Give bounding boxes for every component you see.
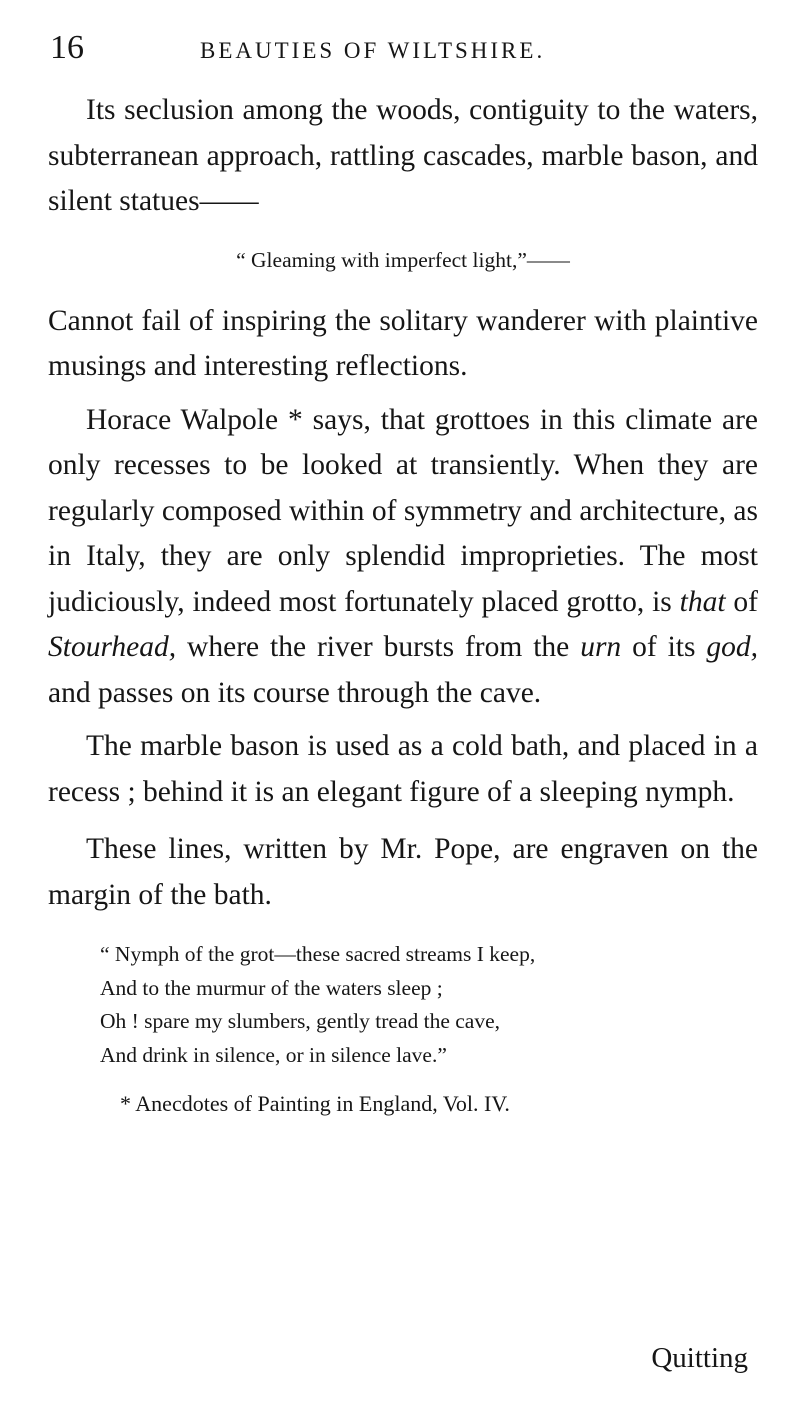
italic-that: that: [679, 585, 726, 618]
walpole-text-1: Horace Walpole * says, that grottoes in this climate are only recesses to be looked at transiently. When they are regularly composed within of symmetry and architecture, as in Italy, they are only splendid improprieties. The most judiciously, indeed most fortunately placed grotto, is: [48, 403, 758, 618]
verse-line: “ Nymph of the grot—these sacred streams I keep,: [100, 942, 536, 966]
paragraph-marble-bason: The marble bason is used as a cold bath, and placed in a recess ; behind it is an elegant figure of a sleeping nymph.: [48, 730, 758, 808]
italic-urn: urn: [580, 631, 622, 663]
italic-god: god,: [706, 631, 759, 663]
paragraph-walpole: [48, 398, 758, 717]
page-number: 16: [50, 29, 84, 66]
page-body: [48, 88, 758, 1120]
walpole-text-4: and passes on its course through the cave.: [48, 676, 542, 709]
running-title: BEAUTIES OF WILTSHIRE.: [200, 38, 546, 63]
paragraph-pope-lines: These lines, written by Mr. Pope, are engraven on the margin of the bath.: [48, 833, 758, 911]
verse-line: And drink in silence, or in silence lave.”: [100, 1042, 447, 1067]
verse-line: Oh ! spare my slumbers, gently tread the cave,: [100, 1009, 501, 1033]
walpole-text-of: of: [725, 585, 758, 618]
verse-block: [100, 938, 758, 1072]
quoted-line: “ Gleaming with imperfect light,”——: [236, 247, 570, 272]
walpole-text-3: of its: [621, 631, 707, 663]
paragraph-inspiring: Cannot fail of inspiring the solitary wanderer with plaintive musings and interesting reflections.: [48, 304, 758, 382]
italic-stourhead: Stourhead,: [48, 631, 177, 663]
footnote: * Anecdotes of Painting in England, Vol. IV.: [120, 1091, 510, 1116]
running-head: [50, 26, 760, 76]
walpole-text-2: where the river bursts from the: [176, 631, 581, 663]
catchword: Quitting: [651, 1342, 748, 1374]
paragraph-seclusion: Its seclusion among the woods, contiguity to the waters, subterranean approach, rattling cascades, marble bason, and silent statues——: [48, 94, 758, 217]
verse-line: And to the murmur of the waters sleep ;: [100, 975, 443, 1000]
